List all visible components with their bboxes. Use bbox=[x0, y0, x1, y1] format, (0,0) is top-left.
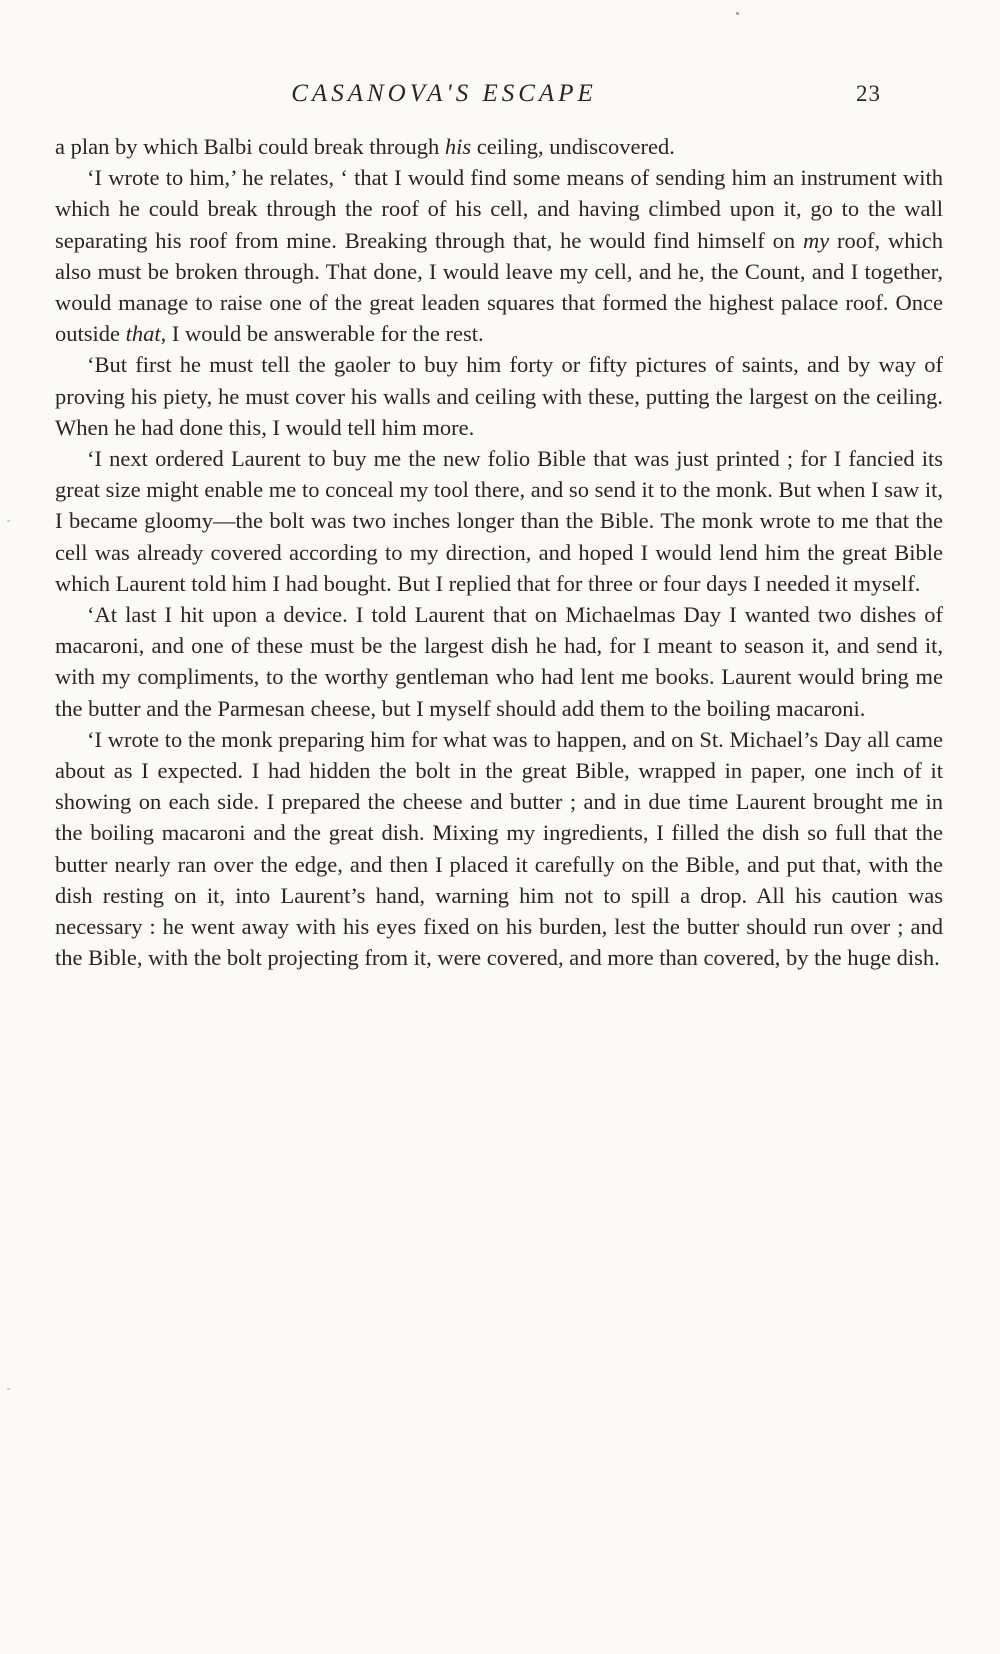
body-text bbox=[55, 131, 943, 973]
italic-text-run: his bbox=[444, 134, 472, 159]
text-run: ‘I wrote to the monk preparing him for what was to happen, and on St. Michael’s Day all came about as I expected. I had hidden the bolt in the great Bible, wrapped in paper, one inch of it showing on each side. I prepared the cheese and butter ; and in due time Laurent brought me in the boiling macaroni and the great dish. Mixing my ingredients, I filled the dish so full that the butter nearly ran over the edge, and then I placed it carefully on the Bible, and put that, with the dish resting on it, into Laurent’s hand, warning him not to spill a drop. All his caution was necessary : he went away with his eyes fixed on his burden, lest the butter should run over ; and the Bible, with the bolt projecting from it, were covered, and more than covered, by the huge dish. bbox=[55, 726, 943, 971]
ink-speck bbox=[7, 520, 10, 522]
text-run: ‘But first he must tell the gaoler to buy him forty or fifty pictures of saints, and by way of proving his piety, he must cover his walls and ceiling with these, putting the largest on the ceiling. When he had done this, I would tell him more. bbox=[55, 352, 943, 440]
paragraph bbox=[55, 349, 943, 443]
page-number: 23 bbox=[856, 81, 881, 106]
page-header bbox=[55, 80, 943, 114]
paragraph bbox=[55, 599, 943, 724]
text-run: , I would be answerable for the rest. bbox=[160, 321, 484, 347]
text-run: ‘I next ordered Laurent to buy me the new folio Bible that was just printed ; for I fancied its great size might enable me to conceal my tool there, and so send it to the monk. But when I saw it, I became gloomy—the bolt was two inches longer than the Bible. The monk wrote to me that the cell was already covered according to my direction, and hoped I would lend him the great Bible which Laurent told him I had bought. But I replied that for three or four days I needed it myself. bbox=[55, 446, 943, 596]
paragraph bbox=[55, 724, 943, 974]
text-run: roof, which also must be broken through. That done, I would leave my cell, and he, the Count, and I together, would manage to raise one of the great leaden squares that formed the highest palace roof. Once outside bbox=[55, 227, 943, 347]
italic-text-run: my bbox=[802, 227, 830, 253]
running-title: CASANOVA'S ESCAPE bbox=[291, 80, 597, 107]
text-run: ‘I wrote to him,’ he relates, ‘ that I would find some means of sending him an instrument with which he could break through the roof of his cell, and having climbed upon it, go to the wall separating his roof from mine. Breaking through that, he would find himself on bbox=[55, 165, 943, 253]
text-run: ceiling, undiscovered. bbox=[471, 134, 675, 159]
paragraph bbox=[55, 443, 943, 599]
ink-speck bbox=[7, 1388, 10, 1390]
paragraph bbox=[55, 131, 943, 162]
text-run: a plan by which Balbi could break through bbox=[55, 134, 445, 159]
ink-speck bbox=[736, 12, 739, 15]
italic-text-run: that bbox=[125, 321, 161, 347]
paragraph bbox=[55, 162, 943, 349]
text-run: ‘At last I hit upon a device. I told Laurent that on Michaelmas Day I wanted two dishes of macaroni, and one of these must be the largest dish he had, for I meant to season it, and send it, with my compliments, to the worthy gentleman who had lent me books. Laurent would bring me the butter and the Parmesan cheese, but I myself should add them to the boiling macaroni. bbox=[55, 602, 943, 721]
